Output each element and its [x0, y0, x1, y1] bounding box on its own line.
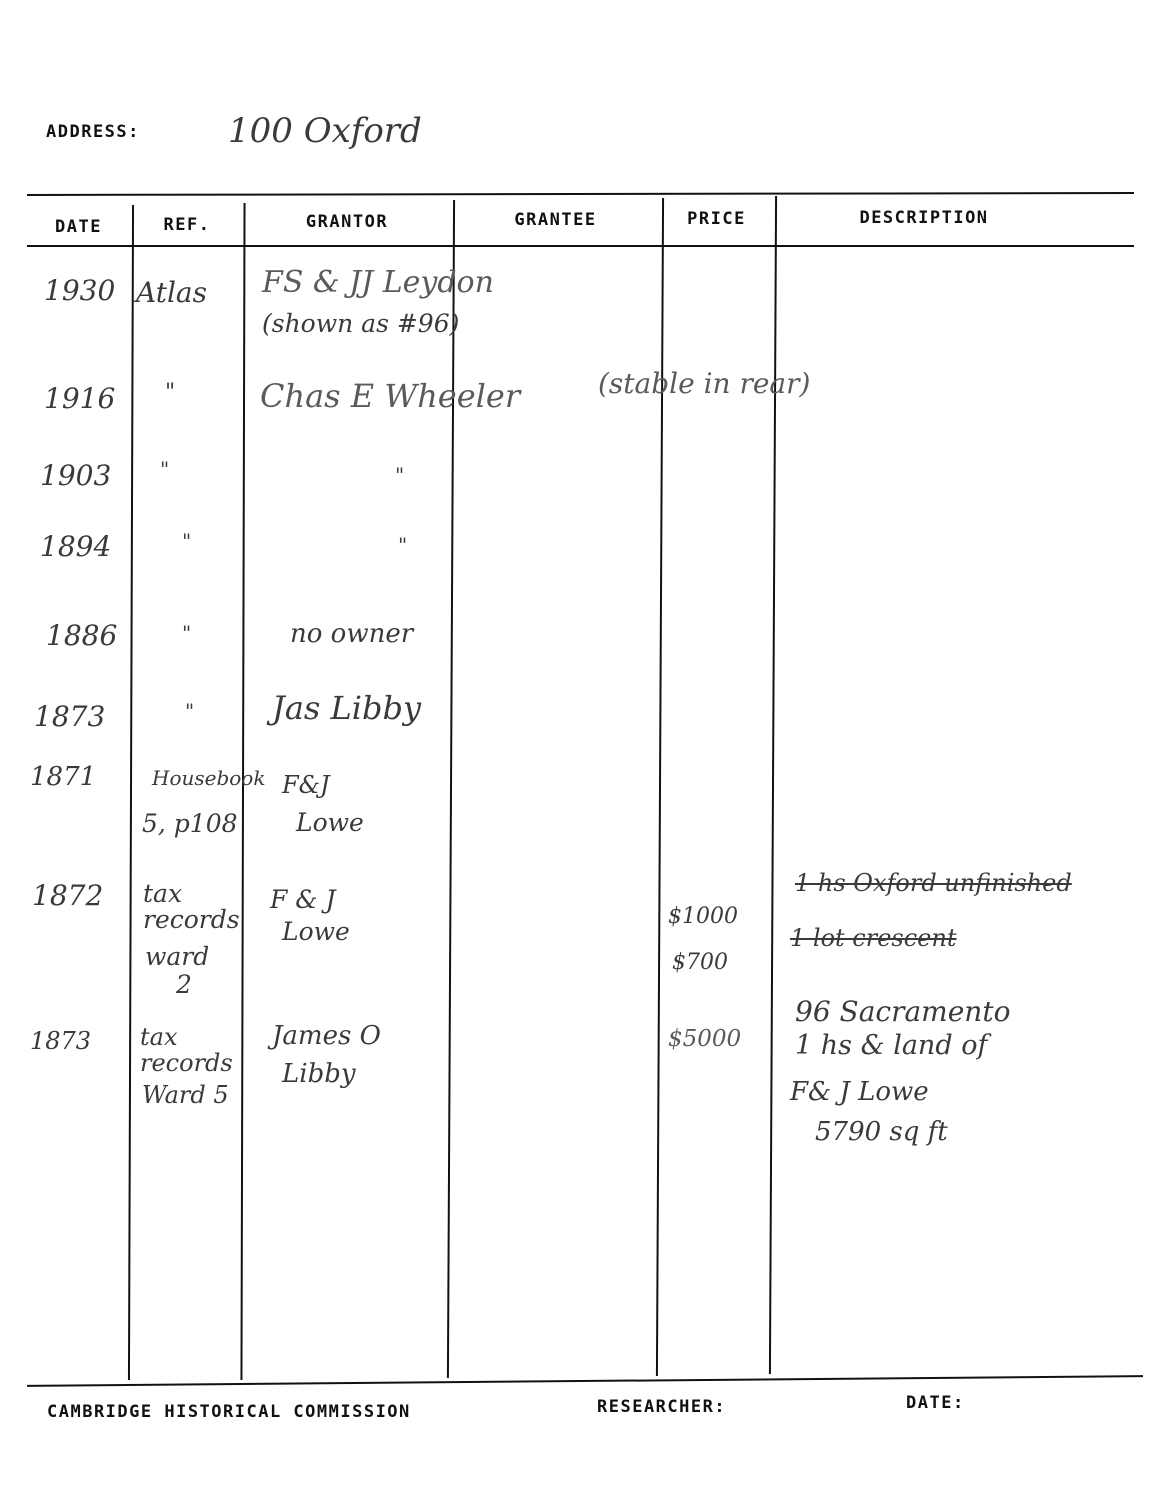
- column-header-price: PRICE: [687, 209, 746, 229]
- table-row-date: 1903: [40, 459, 112, 492]
- address-label: ADDRESS:: [46, 122, 140, 142]
- table-row-grantor: Chas E Wheeler: [260, 377, 521, 415]
- table-bottom-rule: [27, 1375, 1143, 1387]
- table-top-rule: [27, 192, 1134, 196]
- table-row-grantor: no owner: [290, 619, 414, 649]
- address-value: 100 Oxford: [228, 111, 422, 151]
- table-row-grantor: ": [395, 463, 405, 487]
- table-row-ref: ": [160, 457, 170, 481]
- table-row-date: 1872: [32, 879, 104, 912]
- table-row-ref: ": [165, 380, 176, 405]
- table-row-ref: 2: [176, 970, 192, 999]
- table-row-description: 1 lot crescent: [790, 924, 957, 952]
- table-row-grantor: F&J: [282, 771, 330, 799]
- table-row-description: 96 Sacramento: [795, 995, 1011, 1028]
- table-row-description: 1 hs Oxford unfinished: [795, 869, 1072, 897]
- table-row-description: F& J Lowe: [790, 1077, 929, 1107]
- table-row-date: 1873: [34, 700, 106, 733]
- table-row-ref: tax: [140, 1023, 178, 1051]
- column-divider-1: [128, 205, 134, 1380]
- table-row-grantor: F & J: [270, 885, 336, 914]
- table-row-grantor: ": [398, 533, 408, 557]
- table-row-ref: Ward 5: [142, 1081, 229, 1109]
- table-row-grantor: FS & JJ Leydon: [262, 265, 494, 300]
- column-header-ref: REF.: [163, 215, 211, 235]
- table-row-grantor: Lowe: [282, 917, 350, 946]
- researcher-label: RESEARCHER:: [597, 1397, 727, 1417]
- table-row-date: 1871: [30, 762, 97, 792]
- column-header-description: DESCRIPTION: [859, 208, 989, 228]
- table-row-price: $700: [672, 950, 728, 975]
- table-row-note: (stable in rear): [598, 367, 811, 400]
- column-divider-2: [240, 203, 245, 1380]
- table-row-price: $5000: [668, 1026, 742, 1052]
- date-label: DATE:: [906, 1393, 965, 1413]
- table-row-date: 1873: [30, 1027, 92, 1055]
- table-row-ref: tax: [143, 879, 183, 908]
- table-row-grantor-note: (shown as #96): [262, 309, 460, 338]
- table-row-date: 1930: [44, 274, 116, 307]
- table-row-grantor: Lowe: [296, 808, 364, 837]
- table-row-date: 1916: [44, 382, 116, 415]
- table-row-ref: ": [185, 699, 195, 723]
- table-row-description: 1 hs & land of: [795, 1030, 988, 1061]
- table-row-ref: ward: [145, 942, 210, 971]
- column-header-grantee: GRANTEE: [514, 210, 597, 230]
- table-header-rule: [27, 245, 1134, 247]
- table-row-grantor: James O: [272, 1021, 381, 1051]
- table-row-description: 5790 sq ft: [815, 1117, 948, 1147]
- table-row-price: $1000: [668, 904, 738, 929]
- table-row-ref: records: [140, 1049, 233, 1077]
- table-row-ref: Atlas: [136, 276, 207, 309]
- commission-label: CAMBRIDGE HISTORICAL COMMISSION: [47, 1402, 411, 1422]
- table-row-date: 1886: [46, 619, 118, 652]
- table-row-ref: records: [143, 905, 240, 934]
- table-row-date: 1894: [40, 530, 112, 563]
- table-row-ref: ": [182, 621, 192, 645]
- table-row-ref: Housebook: [152, 766, 266, 790]
- table-row-grantor: Libby: [282, 1059, 356, 1089]
- column-header-date: DATE: [55, 217, 102, 237]
- table-row-ref: 5, p108: [142, 809, 238, 838]
- column-header-grantor: GRANTOR: [305, 212, 389, 232]
- table-row-grantor: Jas Libby: [272, 689, 422, 727]
- table-row-ref: ": [182, 529, 192, 553]
